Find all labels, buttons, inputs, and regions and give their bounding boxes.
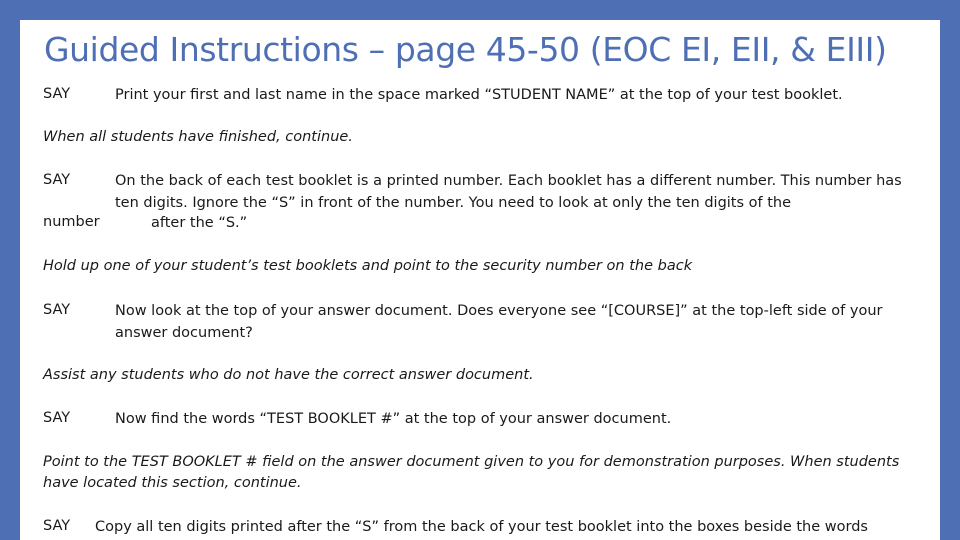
say-text: On the back of each test booklet is a printed number. Each booklet has a different number. This number has ten digits. Ignore the “S” in front of the number. You need to look at only the ten digits of the xyxy=(115,173,902,211)
say-continuation-text: after the “S.” xyxy=(151,215,248,231)
instruction-note: Point to the TEST BOOKLET # field on the answer document given to you for demonstration purposes. When students have located this section, continue. xyxy=(43,454,900,491)
instruction-note: When all students have finished, continue. xyxy=(43,129,353,145)
say-label: SAY xyxy=(43,86,71,102)
say-label: SAY xyxy=(43,410,71,426)
say-continuation-label: number xyxy=(43,214,100,230)
slide-title: Guided Instructions – page 45-50 (EOC EI, EII, & EIII) xyxy=(44,30,887,69)
say-label: SAY xyxy=(43,302,71,318)
say-text: Now find the words “TEST BOOKLET #” at the top of your answer document. xyxy=(115,411,672,427)
say-label: SAY xyxy=(43,172,71,188)
slide xyxy=(20,20,940,540)
say-text: Copy all ten digits printed after the “S” from the back of your test booklet into the boxes beside the words xyxy=(95,519,868,535)
instruction-note: Hold up one of your student’s test booklets and point to the security number on the back xyxy=(43,258,693,274)
instruction-note: Assist any students who do not have the correct answer document. xyxy=(43,367,534,383)
say-text: Now look at the top of your answer document. Does everyone see “[COURSE]” at the top-left side of your answer document? xyxy=(115,303,883,341)
say-text: Print your first and last name in the space marked “STUDENT NAME” at the top of your test booklet. xyxy=(115,87,843,103)
say-label: SAY xyxy=(43,518,71,534)
